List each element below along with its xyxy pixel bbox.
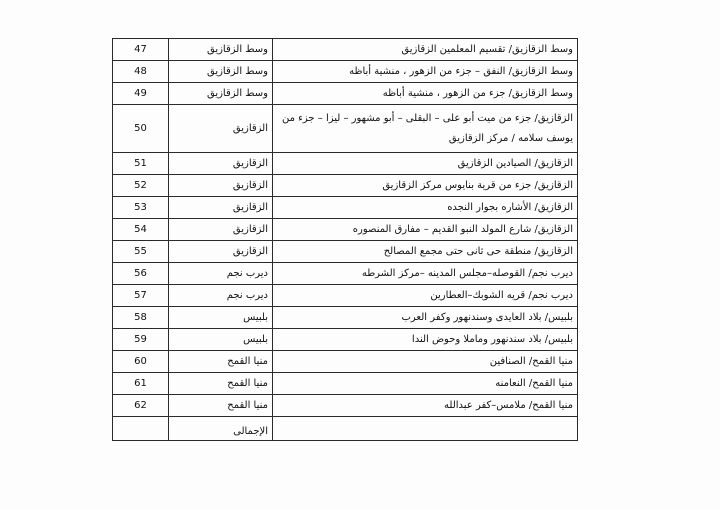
center-name: الزقازيق — [169, 197, 273, 219]
center-name: الزقازيق — [169, 241, 273, 263]
area-description: الزقازيق/ جزء من قرية بنايوس مركز الزقازيق — [273, 175, 578, 197]
area-description: منيا القمح/ الصنافين — [273, 351, 578, 373]
table-row — [113, 263, 578, 285]
row-number: 47 — [113, 39, 169, 61]
row-number: 51 — [113, 153, 169, 175]
total-value-cell — [273, 417, 578, 441]
area-description: وسط الزقازيق/ النفق – جزء من الزهور ، منشية أباظه — [273, 61, 578, 83]
row-number: 55 — [113, 241, 169, 263]
row-number: 58 — [113, 307, 169, 329]
center-name: بلبيس — [169, 307, 273, 329]
table-body — [113, 39, 578, 441]
area-description: وسط الزقازيق/ جزء من الزهور ، منشية أباظه — [273, 83, 578, 105]
table-row — [113, 39, 578, 61]
row-number: 60 — [113, 351, 169, 373]
area-description: منيا القمح/ ملامس–كفر عبدالله — [273, 395, 578, 417]
table-row — [113, 175, 578, 197]
total-row-number-cell — [113, 417, 169, 441]
table-row — [113, 219, 578, 241]
center-name: ديرب نجم — [169, 285, 273, 307]
total-label: الإجمالى — [169, 417, 273, 441]
table-row — [113, 373, 578, 395]
row-number: 59 — [113, 329, 169, 351]
row-number: 56 — [113, 263, 169, 285]
area-description: منيا القمح/ النعامنه — [273, 373, 578, 395]
center-name: منيا القمح — [169, 373, 273, 395]
center-name: وسط الزقازيق — [169, 83, 273, 105]
row-number: 50 — [113, 105, 169, 153]
center-name: منيا القمح — [169, 351, 273, 373]
table-row — [113, 351, 578, 373]
table-row — [113, 153, 578, 175]
center-name: وسط الزقازيق — [169, 61, 273, 83]
center-name: الزقازيق — [169, 219, 273, 241]
center-name: الزقازيق — [169, 153, 273, 175]
row-number: 54 — [113, 219, 169, 241]
area-description: بلبيس/ بلاد سندنهور وماملا وحوض الندا — [273, 329, 578, 351]
table-row — [113, 395, 578, 417]
area-description: ديرب نجم/ القوصله–مجلس المدينه –مركز الشرطه — [273, 263, 578, 285]
area-description: الزقازيق/ الأشاره بجوار النجده — [273, 197, 578, 219]
center-name: ديرب نجم — [169, 263, 273, 285]
row-number: 61 — [113, 373, 169, 395]
row-number: 57 — [113, 285, 169, 307]
center-name: بلبيس — [169, 329, 273, 351]
area-description: ديرب نجم/ قريه الشوبك–العطارين — [273, 285, 578, 307]
table-row — [113, 197, 578, 219]
center-name: وسط الزقازيق — [169, 39, 273, 61]
area-description: الزقازيق/ الصيادين الزقازيق — [273, 153, 578, 175]
row-number: 53 — [113, 197, 169, 219]
total-row — [113, 417, 578, 441]
table-row — [113, 83, 578, 105]
table-row — [113, 61, 578, 83]
center-name: منيا القمح — [169, 395, 273, 417]
area-description: الزقازيق/ منطقة حى ثانى حتى مجمع المصالح — [273, 241, 578, 263]
area-description: الزقازيق/ جزء من ميت أبو على – البقلى – أبو مشهور – ليزا – جزء من يوسف سلامه / مركز الزقازيق — [273, 105, 578, 153]
row-number: 49 — [113, 83, 169, 105]
row-number: 62 — [113, 395, 169, 417]
center-name: الزقازيق — [169, 105, 273, 153]
area-description: وسط الزقازيق/ تقسيم المعلمين الزقازيق — [273, 39, 578, 61]
districts-table — [112, 38, 578, 441]
table-row — [113, 241, 578, 263]
table-row — [113, 285, 578, 307]
center-name: الزقازيق — [169, 175, 273, 197]
table-row — [113, 329, 578, 351]
table-row — [113, 105, 578, 153]
area-description: الزقازيق/ شارع المولد النبو القديم – مفارق المنصوره — [273, 219, 578, 241]
row-number: 48 — [113, 61, 169, 83]
table-row — [113, 307, 578, 329]
area-description: بلبيس/ بلاد العايدى وسندنهور وكفر العرب — [273, 307, 578, 329]
row-number: 52 — [113, 175, 169, 197]
